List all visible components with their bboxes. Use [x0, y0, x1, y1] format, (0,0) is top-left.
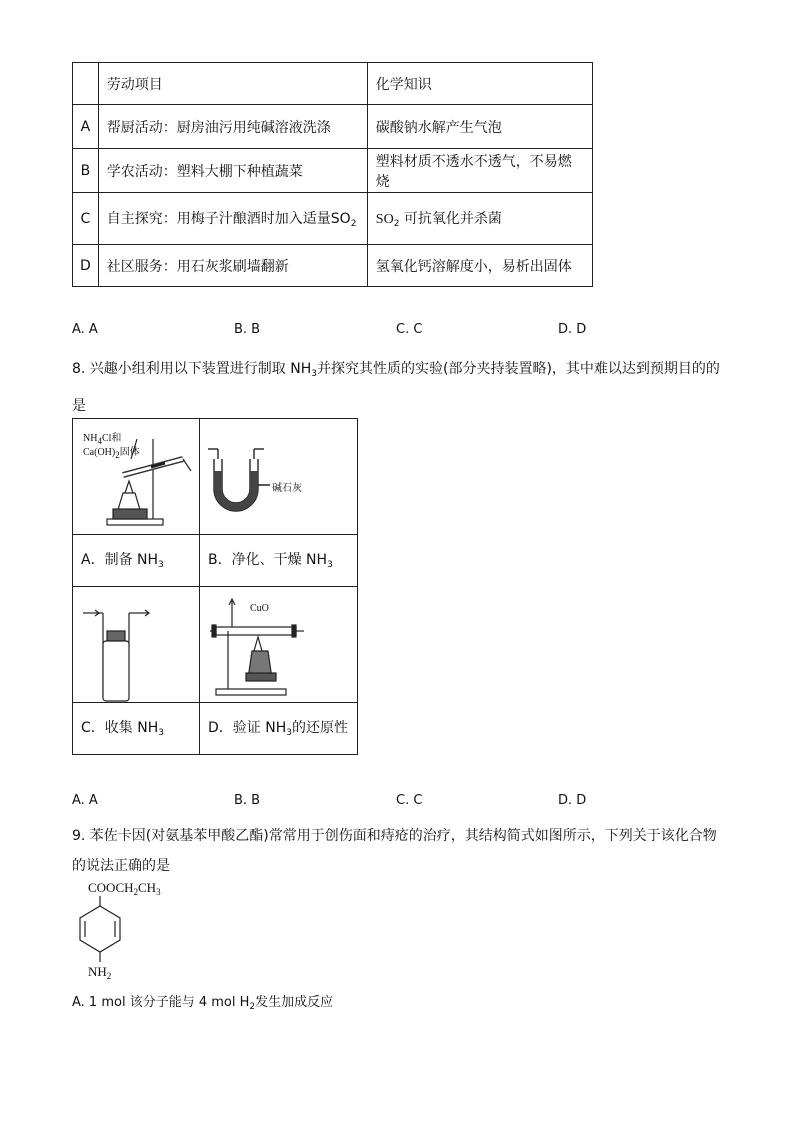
caption-b	[200, 535, 357, 587]
subscript: 3	[286, 728, 292, 738]
structure-bottom-group	[88, 964, 111, 981]
table-header-knowledge: 化学知识	[367, 63, 592, 105]
row-knowledge: 塑料材质不透水不透气，不易燃烧	[367, 149, 592, 193]
option-c[interactable]: C. C	[396, 322, 423, 337]
gas-bottle-icon	[73, 587, 200, 703]
caption-text: 的还原性	[291, 720, 348, 736]
subscript: 2	[133, 887, 139, 897]
label-text: Ca(OH)	[83, 447, 116, 458]
caption-text: D．验证 NH	[208, 720, 287, 736]
caption-a	[73, 535, 200, 587]
option-d[interactable]: D. D	[558, 322, 587, 337]
option-text: A. 1 mol 该分子能与 4 mol H	[72, 995, 250, 1010]
figure-c-cell	[73, 587, 200, 703]
figure-a-cell	[73, 419, 200, 535]
subscript: 2	[249, 1002, 256, 1012]
subscript: 2	[115, 450, 120, 460]
table-header-activity: 劳动项目	[98, 63, 367, 105]
knowledge-table	[72, 62, 593, 287]
table-row	[73, 245, 593, 287]
u-tube-icon	[200, 419, 357, 535]
table-row	[73, 193, 593, 245]
q8-text-part: 8. 兴趣小组利用以下装置进行制取 NH	[72, 361, 312, 377]
row-knowledge: 碳酸钠水解产生气泡	[367, 105, 592, 149]
table-cell	[73, 63, 99, 105]
caption-text: A．制备 NH	[81, 552, 159, 568]
caption-c	[73, 703, 200, 754]
option-c[interactable]: C. C	[396, 793, 423, 808]
option-a[interactable]: A. A	[72, 793, 98, 808]
tube-heating-icon	[200, 587, 357, 703]
figure-b-cell	[200, 419, 357, 535]
figure-b-label: 碱石灰	[272, 483, 302, 494]
row-key: C	[73, 193, 99, 245]
caption-d	[200, 703, 357, 754]
row-activity: 社区服务：用石灰浆刷墙翻新	[98, 245, 367, 287]
q9-option-a[interactable]	[72, 991, 333, 1012]
apparatus-grid	[72, 418, 358, 755]
subscript: 3	[158, 560, 164, 570]
q9-stem-line1: 9. 苯佐卡因(对氨基苯甲酸乙酯)常常用于创伤面和痔疮的治疗，其结构简式如图所示，下列关于该化合物	[72, 828, 717, 844]
subscript: 3	[311, 369, 317, 379]
row-activity	[98, 193, 367, 245]
table-header-row	[73, 63, 593, 105]
subscript: 3	[327, 560, 333, 570]
row-knowledge: 氢氧化钙溶解度小，易析出固体	[367, 245, 592, 287]
row-knowledge-formula: SO	[375, 212, 394, 227]
figure-d-label: CuO	[250, 603, 269, 614]
q8-stem-line2: 是	[72, 398, 86, 414]
label-text: Cl和	[101, 433, 122, 444]
caption-text: B．净化、干燥 NH	[208, 552, 328, 568]
option-b[interactable]: B. B	[234, 322, 261, 337]
formula-text: CH	[138, 880, 157, 895]
subscript: 2	[393, 219, 400, 229]
formula-text: NH	[88, 964, 107, 979]
option-d[interactable]: D. D	[558, 793, 587, 808]
formula-text: COOCH	[88, 880, 134, 895]
q9-stem-line2: 的说法正确的是	[72, 858, 170, 874]
heating-apparatus-icon	[73, 419, 200, 535]
row-key: A	[73, 105, 99, 149]
figure-d-cell	[200, 587, 357, 703]
label-text: NH	[83, 433, 98, 444]
option-b[interactable]: B. B	[234, 793, 261, 808]
subscript: 2	[106, 971, 112, 981]
benzene-ring-icon	[70, 894, 130, 964]
subscript: 3	[158, 728, 164, 738]
row-knowledge	[367, 193, 592, 245]
subscript: 3	[156, 887, 161, 897]
row-activity: 帮厨活动：厨房油污用纯碱溶液洗涤	[98, 105, 367, 149]
q8-stem-line1	[72, 358, 720, 379]
row-key: B	[73, 149, 99, 193]
row-knowledge-text: 可抗氧化并杀菌	[403, 211, 502, 227]
label-text: 固体	[119, 447, 140, 458]
row-activity-text: 自主探究：用梅子汁酿酒时加入适量SO	[106, 211, 351, 227]
caption-text: C．收集 NH	[81, 720, 159, 736]
option-text: 发生加成反应	[255, 995, 334, 1010]
subscript: 2	[350, 219, 357, 229]
table-row	[73, 105, 593, 149]
row-activity: 学农活动：塑料大棚下种植蔬菜	[98, 149, 367, 193]
table-row	[73, 149, 593, 193]
subscript: 4	[97, 436, 102, 446]
q8-text-part: 并探究其性质的实验(部分夹持装置略)，其中难以达到预期目的的	[317, 361, 720, 377]
row-key: D	[73, 245, 99, 287]
option-a[interactable]: A. A	[72, 322, 98, 337]
